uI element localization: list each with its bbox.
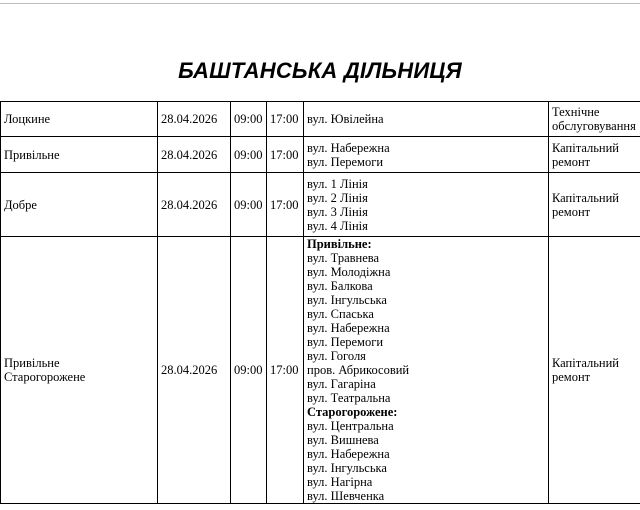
start-time-cell: 09:00 bbox=[231, 137, 267, 173]
table-row bbox=[1, 102, 640, 137]
work-type-text: Капітальний bbox=[552, 140, 619, 155]
street-address: вул. Інгульська bbox=[307, 461, 387, 475]
work-type-text: ремонт bbox=[552, 204, 591, 219]
street-address: вул. Набережна bbox=[307, 447, 390, 461]
street-address: вул. Театральна bbox=[307, 391, 391, 405]
end-time-cell: 17:00 bbox=[267, 137, 304, 173]
work-type-text: Капітальний bbox=[552, 190, 619, 205]
street-address: вул. Шевченка bbox=[307, 489, 385, 503]
street-address: вул. 4 Лінія bbox=[307, 218, 368, 233]
table-body bbox=[1, 102, 640, 504]
street-address: вул. Набережна bbox=[307, 140, 390, 155]
work-type-text: ремонт bbox=[552, 370, 591, 384]
top-divider bbox=[0, 3, 640, 4]
settlement-name: Привільне bbox=[4, 356, 60, 370]
end-time-cell: 17:00 bbox=[267, 237, 304, 504]
street-address: вул. Молодіжна bbox=[307, 265, 391, 279]
page-title: БАШТАНСЬКА ДІЛЬНИЦЯ bbox=[178, 58, 462, 83]
street-address: вул. Вишнева bbox=[307, 433, 379, 447]
street-address: вул. Травнева bbox=[307, 251, 380, 265]
street-address: вул. 1 Лінія bbox=[307, 176, 368, 191]
settlement-cell bbox=[1, 137, 158, 173]
street-address: вул. Ювілейна bbox=[307, 112, 384, 126]
end-time-cell: 17:00 bbox=[267, 173, 304, 237]
street-address: вул. Гоголя bbox=[307, 349, 366, 363]
work-type-text: Технічне bbox=[552, 105, 600, 119]
street-address: вул. Центральна bbox=[307, 419, 394, 433]
street-address: вул. Набережна bbox=[307, 321, 390, 335]
addresses-cell bbox=[304, 102, 549, 137]
addresses-cell bbox=[304, 237, 549, 504]
table-row bbox=[1, 137, 640, 173]
street-address: вул. 2 Лінія bbox=[307, 190, 368, 205]
start-time-cell: 09:00 bbox=[231, 102, 267, 137]
street-address: вул. Гагаріна bbox=[307, 377, 376, 391]
street-address: вул. Балкова bbox=[307, 279, 373, 293]
street-address: вул. 3 Лінія bbox=[307, 204, 368, 219]
address-group-heading: Привільне: bbox=[307, 237, 372, 251]
work-type-cell bbox=[549, 137, 640, 173]
address-group-heading: Старогорожене: bbox=[307, 405, 398, 419]
start-time-cell: 09:00 bbox=[231, 237, 267, 504]
street-address: пров. Абрикосовий bbox=[307, 363, 410, 377]
outage-schedule-table bbox=[0, 101, 640, 504]
street-address: вул. Інгульська bbox=[307, 293, 387, 307]
addresses-cell bbox=[304, 173, 549, 237]
settlement-cell bbox=[1, 173, 158, 237]
date-cell: 28.04.2026 bbox=[158, 237, 231, 504]
street-address: вул. Нагірна bbox=[307, 475, 373, 489]
table-row bbox=[1, 237, 640, 504]
settlement-name: Добре bbox=[4, 197, 37, 212]
street-address: вул. Спаська bbox=[307, 307, 374, 321]
start-time-cell: 09:00 bbox=[231, 173, 267, 237]
settlement-name: Старогорожене bbox=[4, 370, 86, 384]
work-type-text: Капітальний bbox=[552, 356, 619, 370]
street-address: вул. Перемоги bbox=[307, 335, 384, 349]
work-type-text: обслуговування bbox=[552, 119, 636, 133]
work-type-text: ремонт bbox=[552, 154, 591, 169]
end-time-cell: 17:00 bbox=[267, 102, 304, 137]
date-cell: 28.04.2026 bbox=[158, 102, 231, 137]
settlement-cell bbox=[1, 237, 158, 504]
date-cell: 28.04.2026 bbox=[158, 173, 231, 237]
street-address: вул. Перемоги bbox=[307, 154, 384, 169]
settlement-cell bbox=[1, 102, 158, 137]
date-cell: 28.04.2026 bbox=[158, 137, 231, 173]
work-type-cell bbox=[549, 102, 640, 137]
table-row bbox=[1, 173, 640, 237]
addresses-cell bbox=[304, 137, 549, 173]
settlement-name: Привільне bbox=[4, 147, 60, 162]
work-type-cell bbox=[549, 173, 640, 237]
work-type-cell bbox=[549, 237, 640, 504]
settlement-name: Лоцкине bbox=[4, 112, 51, 126]
